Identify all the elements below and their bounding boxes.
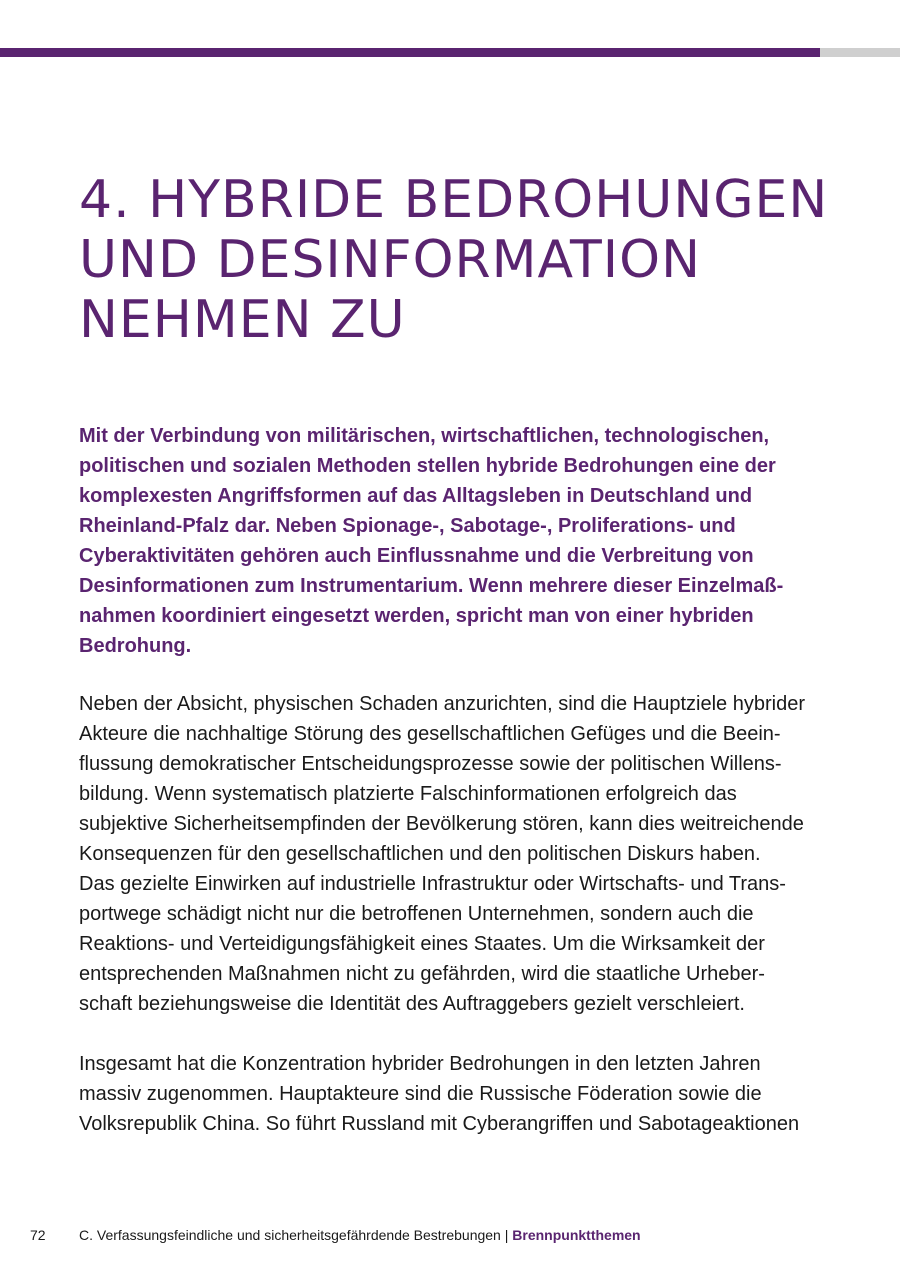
body-line: Volksrepublik China. So führt Russland mit Cyberangriffen und Sabotageaktionen	[79, 1113, 800, 1135]
lead-line: politischen und sozialen Methoden stellen hybride Bedrohungen eine der	[79, 455, 776, 477]
body-line: Konsequenzen für den gesellschaftlichen und den politischen Diskurs haben.	[79, 843, 761, 865]
lead-line: komplexesten Angriffsformen auf das Alltagsleben in Deutschland und	[79, 485, 753, 507]
body-line: portwege schädigt nicht nur die betroffenen Unternehmen, sondern auch die	[79, 903, 754, 925]
chapter-title-line: UND DESINFORMATION	[79, 230, 701, 290]
body-paragraph	[79, 689, 839, 1019]
lead-paragraph	[79, 421, 839, 661]
lead-line: Cyberaktivitäten gehören auch Einflussnahme und die Verbreitung von	[79, 545, 754, 567]
body-line: Insgesamt hat die Konzentration hybrider Bedrohungen in den letzten Jahren	[79, 1053, 761, 1075]
page-footer	[0, 1224, 900, 1246]
footer-section: Brennpunktthemen	[512, 1227, 641, 1243]
lead-line: Mit der Verbindung von militärischen, wirtschaftlichen, technologischen,	[79, 425, 770, 447]
body-line: massiv zugenommen. Hauptakteure sind die Russische Föderation sowie die	[79, 1083, 762, 1105]
body-line: Neben der Absicht, physischen Schaden anzurichten, sind die Hauptziele hybrider	[79, 693, 805, 715]
body-line: schaft beziehungsweise die Identität des Auftraggebers gezielt verschleiert.	[79, 993, 745, 1015]
chapter-title-line: 4. HYBRIDE BEDROHUNGEN	[79, 170, 829, 230]
body-line: bildung. Wenn systematisch platzierte Falschinformationen erfolgreich das	[79, 783, 737, 805]
header-rule-accent	[0, 48, 820, 57]
header-rule-grey	[820, 48, 900, 57]
lead-line: Bedrohung.	[79, 635, 192, 657]
body-line: subjektive Sicherheitsempfinden der Bevölkerung stören, kann dies weitreichende	[79, 813, 804, 835]
footer-separator: |	[500, 1227, 513, 1243]
page-number: 72	[30, 1227, 46, 1243]
lead-line: nahmen koordiniert eingesetzt werden, spricht man von einer hybriden	[79, 605, 754, 627]
lead-line: Desinformationen zum Instrumentarium. Wenn mehrere dieser Einzelmaß-	[79, 575, 784, 597]
body-line: entsprechenden Maßnahmen nicht zu gefährden, wird die staatliche Urheber-	[79, 963, 765, 985]
chapter-title-line: NEHMEN ZU	[79, 290, 406, 350]
footer-chapter: C. Verfassungsfeindliche und sicherheitsgefährdende Bestrebungen	[79, 1227, 501, 1243]
body-line: Reaktions- und Verteidigungsfähigkeit eines Staates. Um die Wirksamkeit der	[79, 933, 765, 955]
body-paragraph	[79, 1049, 839, 1139]
lead-line: Rheinland-Pfalz dar. Neben Spionage-, Sabotage-, Proliferations- und	[79, 515, 736, 537]
body-line: Akteure die nachhaltige Störung des gesellschaftlichen Gefüges und die Beein-	[79, 723, 781, 745]
chapter-title	[79, 170, 859, 350]
body-line: flussung demokratischer Entscheidungsprozesse sowie der politischen Willens-	[79, 753, 782, 775]
body-line: Das gezielte Einwirken auf industrielle Infrastruktur oder Wirtschafts- und Trans-	[79, 873, 786, 895]
footer-running-title	[79, 1224, 641, 1246]
